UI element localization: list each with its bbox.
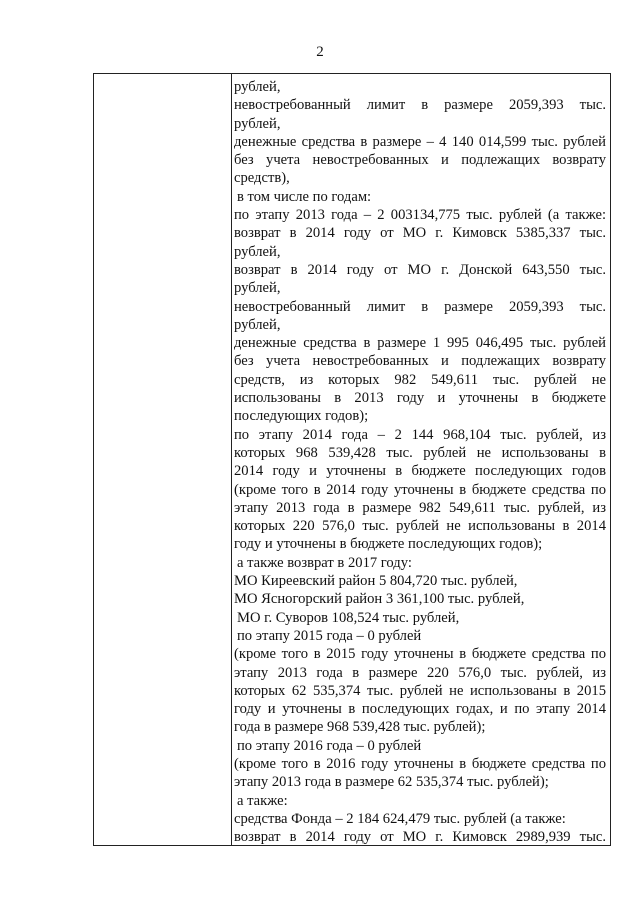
text-line: средств, из которых 982 549,611 тыс. рублей не [234,371,606,388]
text-line: этапу 2013 года в размере 62 535,374 тыс. рублей); [234,774,549,791]
text-line: года в размере 968 539,428 тыс. рублей); [234,719,486,736]
text-line: в том числе по годам: [237,188,372,205]
text-line: МО Ясногорский район 3 361,100 тыс. рублей, [234,591,525,608]
text-line: рублей, [234,115,281,132]
text-line: рублей, [234,280,281,297]
text-line: этапу 2013 года в размере 982 549,611 тыс. рублей, из [234,499,606,516]
text-line: последующих годов); [234,408,369,425]
text-line: по этапу 2016 года – 0 рублей [237,737,422,754]
text-line: рублей, [234,316,281,333]
text-line: рублей, [234,79,281,95]
text-line: невостребованный лимит в размере 2059,393 тыс. [234,298,606,315]
text-line: которых 62 535,374 тыс. рублей не использованы в 2015 [234,682,606,699]
text-line: году и уточнены в бюджете последующих годов); [234,536,543,553]
text-line: денежные средства в размере 1 995 046,495 тыс. рублей [234,335,606,352]
text-line: году и уточнены в последующих годах, и по этапу 2014 [234,701,606,718]
text-line: по этапу 2013 года – 2 003134,775 тыс. рублей (а также: [234,207,606,224]
text-line: невостребованный лимит в размере 2059,393 тыс. [234,97,606,114]
text-line: денежные средства в размере – 4 140 014,599 тыс. рублей [234,133,606,150]
text-line: средств), [234,170,290,187]
text-line: а также возврат в 2017 году: [237,554,412,571]
text-line: возврат в 2014 году от МО г. Кимовск 5385,337 тыс. [234,225,606,242]
text-line: (кроме того в 2016 году уточнены в бюджете средства по [234,755,606,772]
page-number: 2 [316,44,324,60]
text-line: этапу 2013 года в размере 220 576,0 тыс. рублей, из [234,664,606,681]
text-line: МО Киреевский район 5 804,720 тыс. рублей, [234,573,518,590]
text-line: использованы в 2013 году и уточнены в бюджете [234,390,606,407]
text-line: 2014 году и уточнены в бюджете последующих годов [234,463,606,480]
text-line: рублей, [234,243,281,260]
funding-text-cell [232,78,606,846]
text-line: которых 968 539,428 тыс. рублей не использованы в [234,444,606,461]
document-table [93,73,611,846]
text-line: а также: [237,792,288,809]
text-line: возврат в 2014 году от МО г. Донской 643,550 тыс. [234,261,606,278]
text-line: по этапу 2015 года – 0 рублей [237,627,422,644]
text-line: по этапу 2014 года – 2 144 968,104 тыс. рублей, из [234,426,606,443]
text-line: МО г. Суворов 108,524 тыс. рублей, [237,609,460,626]
text-line: без учета невостребованных и подлежащих возврату [234,152,606,169]
text-line: (кроме того в 2015 году уточнены в бюджете средства по [234,646,606,663]
text-line: которых 220 576,0 тыс. рублей не использованы в 2014 [234,518,606,535]
text-line: без учета невостребованных и подлежащих возврату [234,353,606,370]
text-line: (кроме того в 2014 году уточнены в бюджете средства по [234,481,606,498]
text-line: возврат в 2014 году от МО г. Кимовск 2989,939 тыс. [234,829,606,846]
text-line: средства Фонда – 2 184 624,479 тыс. рублей (а также: [234,810,566,827]
